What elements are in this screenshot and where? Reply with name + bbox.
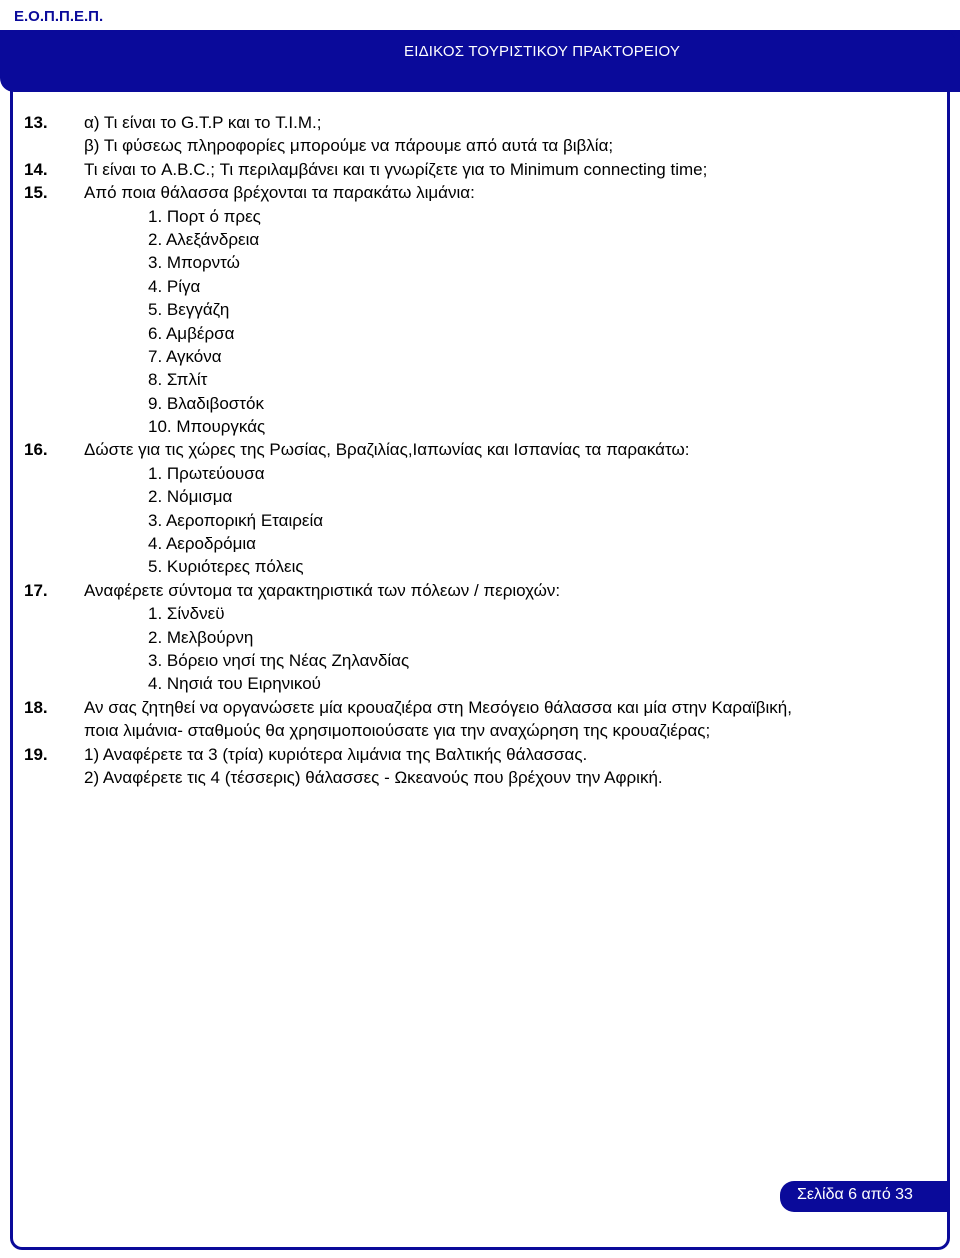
question-text: 1) Αναφέρετε τα 3 (τρία) κυριότερα λιμάνια της Βαλτικής θάλασσας. [84, 744, 588, 764]
question-19 [0, 743, 960, 766]
list-item: 2. Αλεξάνδρεια [148, 229, 260, 249]
question-14 [0, 158, 960, 181]
question-number: 15. [24, 183, 48, 203]
question-text: ποια λιμάνια- σταθμούς θα χρησιμοποιούσατε για την αναχώρηση της κρουαζιέρας; [84, 721, 711, 741]
question-text: Τι είναι το A.B.C.; Τι περιλαμβάνει και τι γνωρίζετε για το Minimum connecting time; [84, 159, 708, 179]
list-item: 5. Κυριότερες πόλεις [148, 557, 304, 577]
question-number: 17. [24, 580, 48, 600]
list-item: 2. Μελβούρνη [148, 627, 254, 647]
question-17 [0, 579, 960, 602]
question-text: Δώστε για τις χώρες της Ρωσίας, Βραζιλίας,Ιαπωνίας και Ισπανίας τα παρακάτω: [84, 440, 690, 460]
question-number: 18. [24, 697, 48, 717]
question-number: 14. [24, 159, 48, 179]
list-item: 3. Βόρειο νησί της Νέας Ζηλανδίας [148, 650, 410, 670]
question-text: Αν σας ζητηθεί να οργανώσετε μία κρουαζιέρα στη Μεσόγειο θάλασσα και μία στην Καραϊβική, [84, 697, 792, 717]
list-item: 9. Βλαδιβοστόκ [148, 393, 264, 413]
list-item: 1. Πορτ ό πρες [148, 206, 261, 226]
list-item: 4. Αεροδρόμια [148, 534, 256, 554]
question-15 [0, 181, 960, 204]
list-item: 5. Βεγγάζη [148, 300, 230, 320]
list-item: 10. Μπουργκάς [148, 417, 266, 437]
list-item: 6. Αμβέρσα [148, 323, 235, 343]
list-item: 7. Αγκόνα [148, 346, 222, 366]
question-text: β) Τι φύσεως πληροφορίες μπορούμε να πάρουμε από αυτά τα βιβλία; [84, 136, 614, 156]
list-item: 1. Πρωτεύουσα [148, 463, 265, 483]
course-title: ΕΙΔΙΚΟΣ ΤΟΥΡΙΣΤΙΚΟΥ ΠΡΑΚΤΟΡΕΙΟΥ [404, 43, 681, 60]
question-text: Αναφέρετε σύντομα τα χαρακτηριστικά των πόλεων / περιοχών: [84, 580, 561, 600]
list-item: 4. Νησιά του Ειρηνικού [148, 674, 321, 694]
question-number: 16. [24, 440, 48, 460]
question-number: 13. [24, 113, 48, 132]
question-13 [0, 111, 960, 134]
list-item: 2. Νόμισμα [148, 487, 233, 507]
list-item: 3. Μπορντώ [148, 253, 240, 273]
question-text: Από ποια θάλασσα βρέχονται τα παρακάτω λιμάνια: [84, 183, 475, 203]
question-18 [0, 696, 960, 719]
organization-title: Ε.Ο.Π.Π.Ε.Π. [14, 8, 104, 25]
list-item: 1. Σίνδνεϋ [148, 604, 225, 624]
question-text: 2) Αναφέρετε τις 4 (τέσσερις) θάλασσες - Ωκεανούς που βρέχουν την Αφρική. [84, 767, 663, 787]
question-16 [0, 438, 960, 461]
list-item: 8. Σπλίτ [148, 370, 208, 390]
question-text: α) Τι είναι το G.T.P και το T.I.M.; [84, 113, 322, 132]
question-number: 19. [24, 744, 48, 764]
question-list [0, 111, 960, 789]
list-item: 3. Αεροπορική Εταιρεία [148, 510, 324, 530]
list-item: 4. Ρίγα [148, 276, 201, 296]
page-number: Σελίδα 6 από 33 [797, 1186, 913, 1203]
